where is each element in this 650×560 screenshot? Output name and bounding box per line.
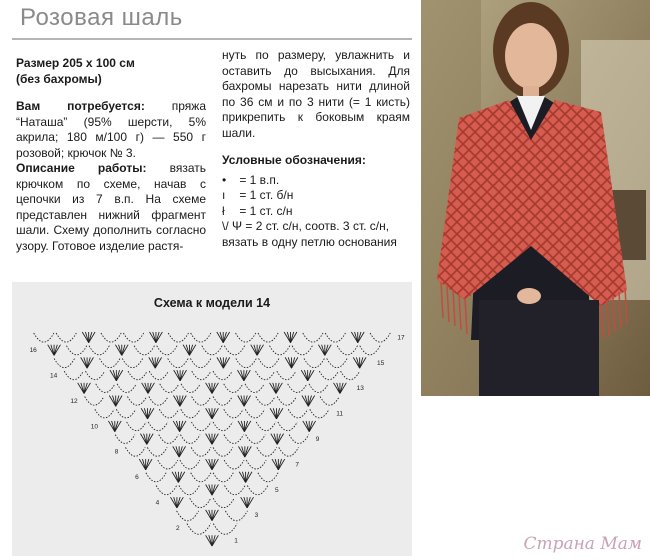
size-note: (без бахромы) bbox=[16, 71, 102, 86]
materials-text: пряжа “Наташа” (95% шерсти, 5% акрила; 180 м/100 г) — 550 г розовой; крючок № 3. bbox=[16, 99, 206, 160]
row-number-label: 15 bbox=[377, 359, 385, 367]
double-crochet-symbol: ł bbox=[222, 203, 225, 218]
photo-illustration bbox=[421, 0, 650, 396]
text-column-right bbox=[222, 48, 410, 250]
model-photo bbox=[421, 0, 650, 396]
row-number-label: 16 bbox=[29, 347, 37, 355]
instructions-text: вязать крючком по схеме, начав с цепочки из 7 в.п. На схеме представлен нижний фрагмент шали. Схему дополнить согласно узору. Готовое изделие растя- bbox=[16, 161, 207, 253]
instructions-continued: нуть по размеру, увлажнить и оставить до высыхания. Для бахромы нарезать нити длиной по 36 см и по 3 нити (= 1 кисть) прикрепить к боковым краям шали. bbox=[222, 48, 410, 140]
chart-diagram bbox=[12, 282, 412, 556]
page-title: Розовая шаль bbox=[20, 4, 183, 31]
legend-row-sc: ı = 1 ст. б/н bbox=[222, 188, 294, 202]
row-number-label: 7 bbox=[295, 461, 300, 469]
chart-title: Схема к модели 14 bbox=[153, 296, 271, 310]
materials-label: Вам потребуется: bbox=[16, 99, 145, 113]
cluster-symbol: \/ Ψ bbox=[222, 219, 243, 233]
row-number-label: 4 bbox=[155, 499, 160, 507]
row-number-label: 3 bbox=[254, 512, 259, 520]
size-line: Размер 205 х 100 см bbox=[16, 56, 135, 70]
legend-row-cluster: \/ Ψ = 2 ст. с/н, соотв. 3 ст. с/н, вязать в одну петлю основания bbox=[222, 219, 397, 249]
site-watermark: Страна Мам bbox=[523, 534, 642, 554]
legend-row-dc: ł = 1 ст. с/н bbox=[222, 203, 293, 218]
legend-row-chain: • = 1 в.п. bbox=[222, 172, 280, 187]
row-number-label: 1 bbox=[234, 537, 238, 545]
stitch-pattern bbox=[34, 332, 391, 546]
text-column-left bbox=[16, 56, 206, 254]
legend-title: Условные обозначения: bbox=[222, 153, 366, 167]
single-crochet-symbol: ı bbox=[222, 188, 226, 202]
materials-paragraph bbox=[16, 99, 206, 161]
row-number-label: 8 bbox=[114, 448, 119, 456]
row-number-label: 6 bbox=[135, 474, 139, 482]
row-number-label: 14 bbox=[49, 372, 58, 380]
row-number-label: 12 bbox=[70, 397, 78, 405]
title-divider bbox=[12, 38, 412, 40]
row-number-label: 11 bbox=[336, 410, 343, 418]
row-number-label: 13 bbox=[356, 385, 364, 393]
instructions-label: Описание работы: bbox=[16, 161, 147, 175]
row-number-label: 5 bbox=[275, 486, 279, 494]
crochet-chart bbox=[12, 282, 412, 556]
chain-stitch-symbol: • bbox=[222, 172, 227, 187]
instructions-paragraph bbox=[16, 161, 206, 254]
row-number-label: 17 bbox=[397, 334, 405, 342]
row-number-label: 10 bbox=[90, 423, 98, 431]
row-number-label: 9 bbox=[315, 436, 320, 443]
row-number-label: 2 bbox=[175, 524, 180, 532]
